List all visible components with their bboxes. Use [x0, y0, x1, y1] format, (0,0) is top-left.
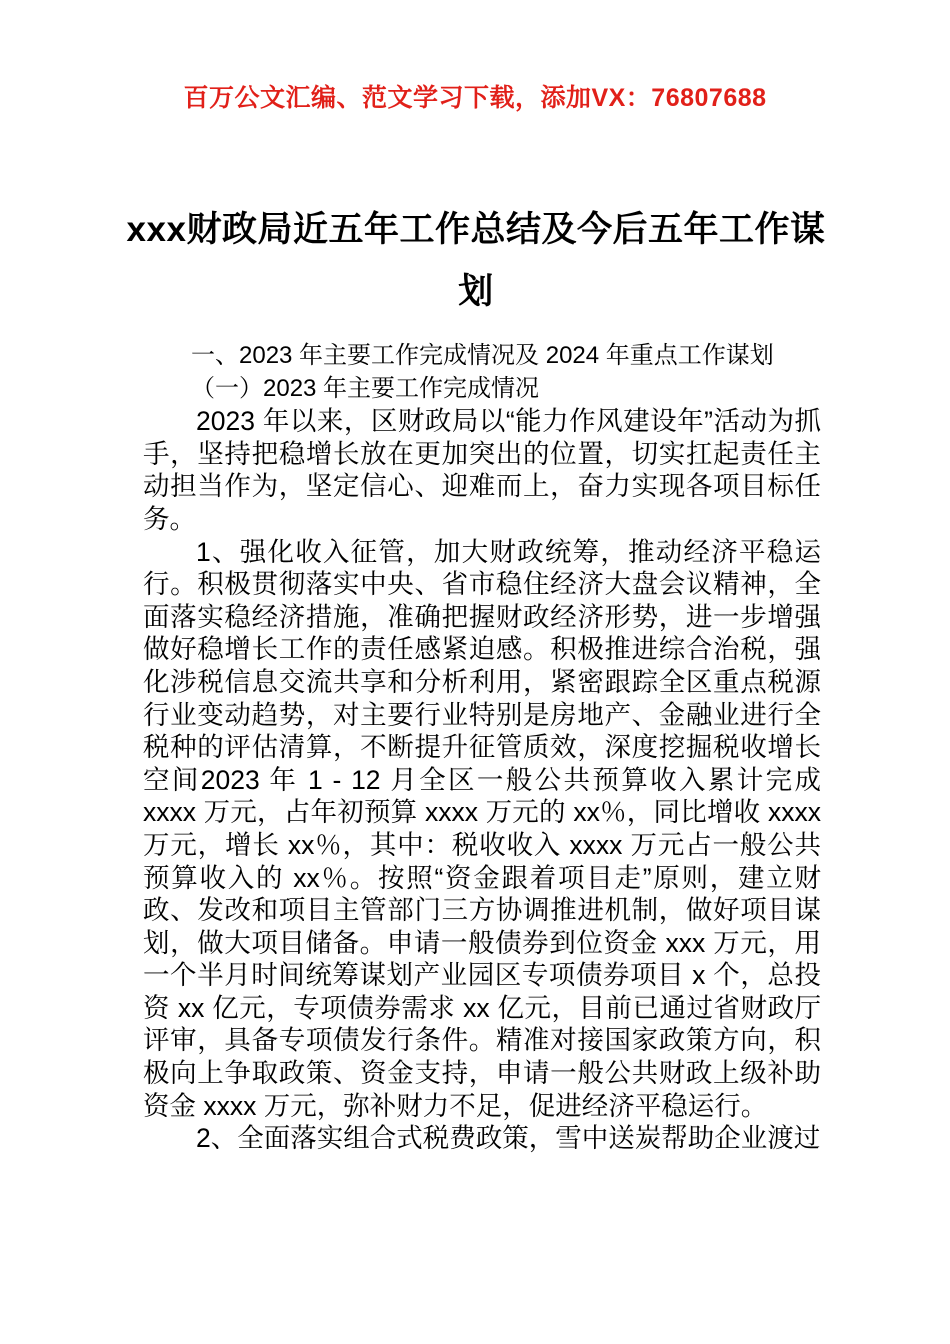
paragraph-intro: 2023 年以来，区财政局以“能力作风建设年”活动为抓手，坚持把稳增长放在更加突出的位置，切实扛起责任主动担当作为，坚定信心、迎难而上，奋力实现各项目标任务。	[143, 406, 821, 534]
paragraph-item-2: 2、全面落实组合式税费政策，雪中送炭帮助企业渡过	[196, 1123, 821, 1154]
document-title: xxx财政局近五年工作总结及今后五年工作谋划	[126, 210, 826, 312]
promo-header-text: 百万公文汇编、范文学习下载，添加VX：76807688	[183, 84, 767, 112]
paragraph-item-1: 1、强化收入征管，加大财政统筹，推动经济平稳运行。积极贯彻落实中央、省市稳住经济大盘会议精神，全面落实稳经济措施，准确把握财政经济形势，进一步增强做好稳增长工作的责任感紧迫感。积极推进综合治税，强化涉税信息交流共享和分析利用，紧密跟踪全区重点税源行业变动趋势，对主要行业特别是房地产、金融业进行全税种的评估清算，不断提升征管质效，深度挖掘税收增长空间2023 年 1 - 12 月全区一般公共预算收入累计完成 xxxx 万元，占年初预算 xxxx 万元的 xx％，同比增收 xxxx 万元，增长 xx％，其中：税收收入 xxxx 万元占一般公共预算收入的 xx％。按照“资金跟着项目走”原则，建立财政、发改和项目主管部门三方协调推进机制，做好项目谋划，做大项目储备。申请一般债券到位资金 xxx 万元，用一个半月时间统筹谋划产业园区专项债券项目 x 个，总投资 xx 亿元，专项债券需求 xx 亿元，目前已通过省财政厅评审，具备专项债发行条件。精准对接国家政策方向，积极向上争取政策、资金支持，申请一般公共财政上级补助资金 xxxx 万元，弥补财力不足，促进经济平稳运行。	[143, 536, 821, 1121]
document-body	[143, 340, 821, 1155]
section-heading-1: 一、2023 年主要工作完成情况及 2024 年重点工作谋划	[191, 342, 774, 369]
subsection-heading-1-1: （一）2023 年主要工作完成情况	[191, 374, 540, 402]
